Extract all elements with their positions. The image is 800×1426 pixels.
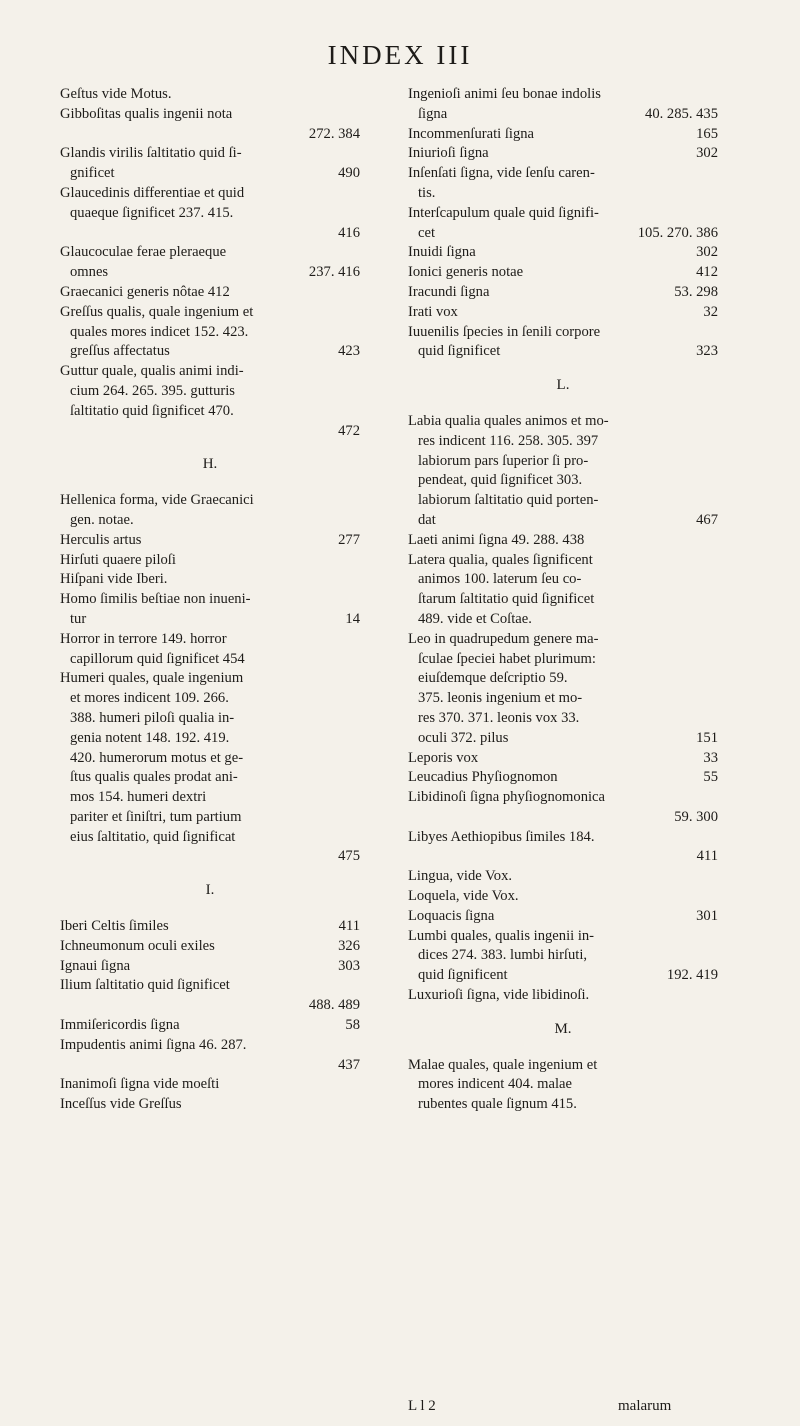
index-entry-hispani xyxy=(60,570,360,590)
entry-text: Leucadius Phyſiognomon xyxy=(408,769,558,786)
index-entry-labia xyxy=(408,412,718,531)
page-footer xyxy=(408,1398,672,1415)
entry-text: Hellenica forma, vide Graecanici xyxy=(60,492,254,509)
catchword: malarum xyxy=(618,1398,672,1414)
entry-text: omnes xyxy=(70,264,109,281)
entry-pages: 302 xyxy=(696,145,718,162)
entry-text: capillorum quid ſignificet 454 xyxy=(70,650,245,667)
entry-text: tur xyxy=(70,610,87,627)
index-entry-iberi xyxy=(60,917,360,937)
entry-pages: 411 xyxy=(696,848,718,865)
entry-text: Lingua, vide Vox. xyxy=(408,868,513,885)
entry-text: Interſcapulum quale quid ſignifi- xyxy=(408,204,599,221)
entry-pages: 272. 384 xyxy=(308,125,360,142)
index-entry-herculis xyxy=(60,531,360,551)
entry-text: Loquela, vide Vox. xyxy=(408,888,519,905)
index-entry-ignaui xyxy=(60,957,360,977)
entry-text: Homo ſimilis beſtiae non inueni- xyxy=(60,591,251,608)
entry-pages: 55 xyxy=(703,769,718,786)
entry-text: oculi 372. pilus xyxy=(418,729,509,746)
entry-pages: 423 xyxy=(338,343,360,360)
entry-text: Inceſſus vide Greſſus xyxy=(60,1096,182,1113)
entry-text: Impudentis animi ſigna 46. 287. xyxy=(60,1036,247,1053)
entry-text: ſtus qualis quales prodat ani- xyxy=(70,769,238,786)
entry-pages: 192. 419 xyxy=(666,967,718,984)
entry-text: Herculis artus xyxy=(60,531,142,548)
entry-text: Ingenioſi animi ſeu bonae indolis xyxy=(408,86,601,102)
entry-text: eius ſaltitatio, quid ſignificat xyxy=(70,828,236,845)
index-entry-iracundi xyxy=(408,283,718,303)
index-entry-immisericordis xyxy=(60,1016,360,1036)
entry-text: Luxurioſi ſigna, vide libidinoſi. xyxy=(408,987,590,1004)
entry-pages: 301 xyxy=(696,907,718,924)
index-entry-ionici xyxy=(408,263,718,283)
entry-text: Glaucedinis differentiae et quid xyxy=(60,184,245,201)
index-entry-leporis xyxy=(408,749,718,769)
entry-pages: 302 xyxy=(696,244,718,261)
index-entry-ichneumonum xyxy=(60,937,360,957)
entry-text: quid ſignificet xyxy=(418,343,501,360)
entry-pages: 437 xyxy=(338,1056,360,1073)
entry-text: Inanimoſi ſigna vide moeſti xyxy=(60,1076,220,1093)
entry-text: Inuidi ſigna xyxy=(408,244,476,261)
section-heading-h: H. xyxy=(202,456,218,473)
entry-pages: 40. 285. 435 xyxy=(645,105,718,122)
index-entry-gibbositas xyxy=(60,105,360,145)
entry-text: genia notent 148. 192. 419. xyxy=(70,729,230,746)
entry-pages: 323 xyxy=(696,343,718,360)
entry-text: quales mores indicet 152. 423. xyxy=(70,323,249,340)
entry-text: 489. vide et Coſtae. xyxy=(418,610,532,627)
entry-text: Lumbi quales, qualis ingenii in- xyxy=(408,927,595,944)
entry-text: labiorum ſaltitatio quid porten- xyxy=(418,492,599,509)
entry-text: Greſſus qualis, quale ingenium et xyxy=(60,303,254,320)
entry-pages: 33 xyxy=(703,749,718,766)
index-entry-humeri xyxy=(60,669,360,867)
entry-text: cet xyxy=(418,224,436,241)
entry-text: animos 100. laterum ſeu co- xyxy=(418,571,582,588)
entry-text: ſtarum ſaltitatio quid ſignificet xyxy=(418,591,595,608)
index-entry-lingua xyxy=(408,867,718,887)
index-entry-ingeniosi xyxy=(408,85,718,125)
entry-text: Iniurioſi ſigna xyxy=(408,145,489,162)
index-entry-loquela xyxy=(408,887,718,907)
entry-text: Ilium ſaltitatio quid ſignificet xyxy=(60,977,230,994)
entry-text: Iuuenilis ſpecies in ſenili corpore xyxy=(408,323,601,340)
entry-text: Iracundi ſigna xyxy=(408,283,490,300)
entry-text: Glaucoculae ferae pleraeque xyxy=(60,244,227,261)
index-entry-inuidi xyxy=(408,243,718,263)
index-entry-glaucedinis xyxy=(60,184,360,243)
entry-text: Ionici generis notae xyxy=(408,264,524,281)
entry-text: 388. humeri piloſi qualia in- xyxy=(70,709,235,726)
entry-text: Hirſuti quaere piloſi xyxy=(60,551,176,568)
entry-text: Leo in quadrupedum genere ma- xyxy=(408,630,599,647)
index-entry-leucadius xyxy=(408,768,718,788)
entry-text: Inſenſati ſigna, vide ſenſu caren- xyxy=(408,165,595,182)
section-heading-m: M. xyxy=(554,1020,572,1037)
entry-text: dices 274. 383. lumbi hirſuti, xyxy=(418,947,588,964)
entry-text: Graecanici generis nôtae 412 xyxy=(60,283,230,300)
entry-text: res indicent 116. 258. 305. 397 xyxy=(418,432,599,449)
entry-pages: 14 xyxy=(345,610,360,627)
entry-text: Libyes Aethiopibus ſimiles 184. xyxy=(408,828,595,845)
index-entry-homo xyxy=(60,590,360,630)
index-entry-incessus xyxy=(60,1095,360,1115)
entry-text: Libidinoſi ſigna phyſiognomonica xyxy=(408,789,605,806)
entry-text: rubentes quale ſignum 415. xyxy=(418,1096,577,1113)
entry-pages: 165 xyxy=(696,125,718,142)
entry-text: 420. humerorum motus et ge- xyxy=(70,749,244,766)
entry-text: Ignaui ſigna xyxy=(60,957,131,974)
left-column xyxy=(60,85,360,1115)
entry-pages: 472 xyxy=(338,422,360,439)
entry-text: Malae quales, quale ingenium et xyxy=(408,1056,598,1073)
entry-text: Glandis virilis ſaltitatio quid ſi- xyxy=(60,145,242,162)
entry-text: Gibboſitas qualis ingenii nota xyxy=(60,105,233,122)
entry-pages: 475 xyxy=(338,848,360,865)
entry-text: greſſus affectatus xyxy=(70,343,170,360)
entry-text: Loquacis ſigna xyxy=(408,907,495,924)
index-entry-horror xyxy=(60,630,360,670)
entry-text: 375. leonis ingenium et mo- xyxy=(418,690,583,707)
index-entry-libyes xyxy=(408,828,718,868)
entry-text: res 370. 371. leonis vox 33. xyxy=(418,709,580,726)
entry-pages: 151 xyxy=(696,729,718,746)
entry-text: mos 154. humeri dextri xyxy=(70,789,207,806)
index-entry-laeti xyxy=(408,531,718,551)
index-entry-latera xyxy=(408,551,718,630)
entry-pages: 32 xyxy=(703,303,718,320)
index-entry-lumbi xyxy=(408,927,718,986)
index-entry-insensati xyxy=(408,164,718,204)
entry-text: Hiſpani vide Iberi. xyxy=(60,571,168,588)
index-entry-leo xyxy=(408,630,718,749)
index-entry-iuuenilis xyxy=(408,323,718,363)
entry-text: Leporis vox xyxy=(408,749,479,766)
entry-pages: 412 xyxy=(696,264,718,281)
entry-text: ſculae ſpeciei habet plurimum: xyxy=(418,650,596,667)
index-entry-inanimosi xyxy=(60,1075,360,1095)
entry-text: Labia qualia quales animos et mo- xyxy=(408,412,609,429)
entry-text: mores indicent 404. malae xyxy=(418,1076,572,1093)
entry-pages: 326 xyxy=(338,937,360,954)
index-entry-iniuriosi xyxy=(408,144,718,164)
entry-text: Latera qualia, quales ſignificent xyxy=(408,551,593,568)
entry-text: tis. xyxy=(418,184,436,201)
entry-text: quid ſignificent xyxy=(418,967,508,984)
index-entry-interscapulum xyxy=(408,204,718,244)
entry-pages: 488. 489 xyxy=(308,997,360,1014)
index-entry-loquacis xyxy=(408,907,718,927)
entry-text: pariter et ſiniſtri, tum partium xyxy=(70,808,242,825)
entry-text: ſigna xyxy=(418,105,448,122)
entry-pages: 105. 270. 386 xyxy=(637,224,718,241)
index-entry-libidinosi xyxy=(408,788,718,828)
index-entry-graecanici xyxy=(60,283,360,303)
entry-text: gnificet xyxy=(70,165,115,182)
entry-pages: 467 xyxy=(696,511,718,528)
index-entry-impudentis xyxy=(60,1036,360,1076)
entry-text: Ichneumonum oculi exiles xyxy=(60,937,215,954)
index-entry-luxuriosi xyxy=(408,986,718,1006)
index-entry-gressus xyxy=(60,303,360,362)
entry-text: pendeat, quid ſignificet 303. xyxy=(418,472,583,489)
entry-text: et mores indicent 109. 266. xyxy=(70,690,229,707)
entry-text: Irati vox xyxy=(408,303,458,320)
entry-text: Geſtus vide Motus. xyxy=(60,86,172,102)
entry-text: eiuſdemque deſcriptio 59. xyxy=(418,670,568,687)
entry-text: quaeque ſignificet 237. 415. xyxy=(70,204,234,221)
entry-pages: 237. 416 xyxy=(308,264,360,281)
entry-text: Horror in terrore 149. horror xyxy=(60,630,227,647)
entry-text: labiorum pars ſuperior ſi pro- xyxy=(418,452,589,469)
index-entry-irati xyxy=(408,303,718,323)
index-entry-ilium xyxy=(60,976,360,1016)
entry-text: dat xyxy=(418,511,436,528)
page-title: INDEX III xyxy=(327,40,473,70)
entry-pages: 59. 300 xyxy=(674,808,718,825)
index-entry-hellenica xyxy=(60,491,360,531)
entry-pages: 303 xyxy=(338,957,360,974)
entry-pages: 490 xyxy=(338,165,360,182)
index-entry-incommensurati xyxy=(408,125,718,145)
index-entry-gestus xyxy=(60,85,360,105)
entry-text: Immiſericordis ſigna xyxy=(60,1017,180,1034)
signature-mark: L l 2 xyxy=(408,1398,436,1414)
section-heading-i: I. xyxy=(205,882,215,899)
entry-text: cium 264. 265. 395. gutturis xyxy=(70,382,235,399)
entry-pages: 53. 298 xyxy=(674,283,718,300)
entry-pages: 411 xyxy=(338,918,360,935)
index-entry-guttur xyxy=(60,362,360,441)
index-entry-glaucoculae xyxy=(60,243,360,283)
right-column xyxy=(408,85,718,1115)
entry-text: Iberi Celtis ſimiles xyxy=(60,918,169,935)
entry-pages: 277 xyxy=(338,531,360,548)
entry-text: Laeti animi ſigna 49. 288. 438 xyxy=(408,531,585,548)
entry-pages: 416 xyxy=(338,224,360,241)
index-entry-glandis xyxy=(60,144,360,184)
section-heading-l: L. xyxy=(556,377,570,394)
entry-text: gen. notae. xyxy=(70,511,134,528)
entry-text: Incommenſurati ſigna xyxy=(408,125,535,142)
entry-pages: 58 xyxy=(345,1017,360,1034)
index-entry-malae xyxy=(408,1056,718,1115)
entry-text: Guttur quale, qualis animi indi- xyxy=(60,363,244,380)
entry-text: ſaltitatio quid ſignificet 470. xyxy=(70,402,234,419)
entry-text: Humeri quales, quale ingenium xyxy=(60,670,244,687)
index-entry-hirsuti xyxy=(60,551,360,571)
